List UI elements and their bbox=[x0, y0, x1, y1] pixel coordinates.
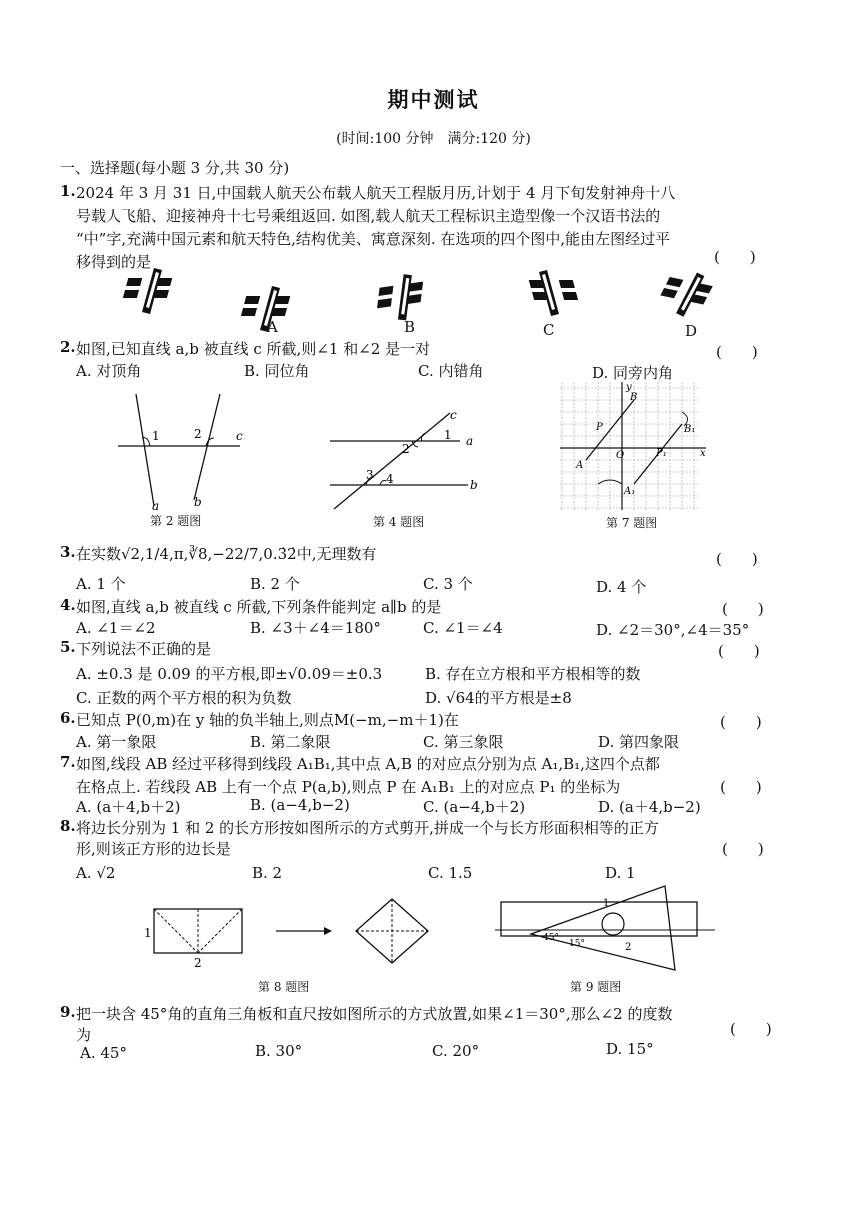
option-b-logo-icon bbox=[373, 272, 428, 324]
q6-option-b[interactable]: B. 第二象限 bbox=[250, 733, 331, 751]
option-a-logo-icon bbox=[241, 286, 290, 332]
q2-answer-bracket[interactable]: ( ) bbox=[716, 343, 758, 361]
q1-option-a[interactable]: A bbox=[267, 318, 278, 336]
q9-number: 9. bbox=[60, 1003, 76, 1021]
q8-option-c[interactable]: C. 1.5 bbox=[428, 864, 473, 882]
q7-line1: 如图,线段 AB 经过平移得到线段 A₁B₁,其中点 A,B 的对应点分别为点 A₁,B₁,这四个点都 bbox=[76, 755, 660, 773]
q6-option-c[interactable]: C. 第三象限 bbox=[423, 733, 504, 751]
figure-q4-caption: 第 4 题图 bbox=[373, 515, 425, 529]
point-p-label: P bbox=[596, 422, 603, 433]
q1-number: 1. bbox=[60, 182, 76, 200]
q8-answer-bracket[interactable]: ( ) bbox=[722, 840, 764, 858]
angle-3-label-q4: 3 bbox=[366, 468, 374, 482]
q7-line2: 在格点上. 若线段 AB 上有一个点 P(a,b),则点 P 在 A₁B₁ 上的对应点 P₁ 的坐标为 bbox=[76, 778, 621, 796]
q5-option-c[interactable]: C. 正数的两个平方根的积为负数 bbox=[76, 689, 292, 707]
q7-option-b[interactable]: B. (a−4,b−2) bbox=[250, 796, 350, 814]
q1-line2: 号载人飞船、迎接神舟十七号乘组返回. 如图,载人航天工程标识主造型像一个汉语书法的 bbox=[76, 207, 661, 225]
q1-line3: “中”字,充满中国元素和航天特色,结构优美、寓意深刻. 在选项的四个图中,能由左图经过平 bbox=[76, 230, 671, 248]
q7-answer-bracket[interactable]: ( ) bbox=[720, 778, 762, 796]
q6-answer-bracket[interactable]: ( ) bbox=[720, 713, 762, 731]
q5-option-d[interactable]: D. √64的平方根是±8 bbox=[425, 689, 572, 707]
q6-number: 6. bbox=[60, 709, 76, 727]
arrow-icon bbox=[324, 927, 332, 935]
q5-number: 5. bbox=[60, 638, 76, 656]
line-c-label-q4: c bbox=[450, 408, 457, 422]
section-heading: 一、选择题(每小题 3 分,共 30 分) bbox=[60, 159, 290, 177]
q9-option-b[interactable]: B. 30° bbox=[255, 1042, 303, 1060]
q2-text: 如图,已知直线 a,b 被直线 c 所截,则∠1 和∠2 是一对 bbox=[76, 340, 431, 358]
q8-line1: 将边长分别为 1 和 2 的长方形按如图所示的方式剪开,拼成一个与长方形面积相等的正方 bbox=[76, 819, 659, 837]
q3-option-b[interactable]: B. 2 个 bbox=[250, 575, 300, 593]
point-p1-label: P₁ bbox=[656, 448, 667, 459]
q9-option-d[interactable]: D. 15° bbox=[606, 1040, 654, 1058]
q8-option-a[interactable]: A. √2 bbox=[76, 864, 116, 882]
angle-1-label-q4: 1 bbox=[444, 428, 452, 442]
angle-1-label: 1 bbox=[152, 429, 160, 443]
q2-option-b[interactable]: B. 同位角 bbox=[244, 362, 310, 380]
q1-line1: 2024 年 3 月 31 日,中国载人航天公布载人航天工程版月历,计划于 4 月下旬发射神舟十八 bbox=[76, 184, 676, 202]
q1-option-d[interactable]: D bbox=[685, 322, 698, 340]
line-b-label-q4: b bbox=[470, 478, 478, 492]
line-a-label-q4: a bbox=[466, 434, 474, 448]
q6-text: 已知点 P(0,m)在 y 轴的负半轴上,则点M(−m,−m＋1)在 bbox=[76, 711, 459, 729]
q8-option-b[interactable]: B. 2 bbox=[252, 864, 283, 882]
figure-q4 bbox=[320, 405, 490, 515]
point-a1-label: A₁ bbox=[624, 486, 636, 497]
q1-option-b[interactable]: B bbox=[404, 318, 416, 336]
line-c-label: c bbox=[236, 429, 243, 443]
q3-option-d[interactable]: D. 4 个 bbox=[596, 578, 647, 596]
line-b-label: b bbox=[194, 495, 202, 509]
angle-1-label-q9: 1 bbox=[603, 898, 610, 909]
q7-option-c[interactable]: C. (a−4,b＋2) bbox=[423, 798, 526, 816]
option-d-logo-icon bbox=[657, 266, 715, 321]
q1-option-c[interactable]: C bbox=[543, 321, 555, 339]
q3-text: 在实数√2,1/4,π,∛8,−22/7,0.3̇2̇中,无理数有 bbox=[76, 545, 377, 563]
figure-q9 bbox=[495, 882, 720, 977]
figure-q8-caption: 第 8 题图 bbox=[258, 980, 310, 994]
q8-option-d[interactable]: D. 1 bbox=[605, 864, 636, 882]
q6-option-d[interactable]: D. 第四象限 bbox=[598, 733, 680, 751]
original-logo-icon bbox=[123, 268, 172, 314]
figure-q2 bbox=[110, 388, 260, 512]
exam-info: (时间:100 分钟 满分:120 分) bbox=[336, 131, 531, 147]
q7-option-a[interactable]: A. (a＋4,b＋2) bbox=[76, 798, 181, 816]
q3-option-a[interactable]: A. 1 个 bbox=[76, 575, 126, 593]
figure-q9-caption: 第 9 题图 bbox=[570, 980, 622, 994]
rect-height-label: 1 bbox=[144, 926, 152, 940]
point-a-label: A bbox=[576, 460, 584, 471]
q9-option-c[interactable]: C. 20° bbox=[432, 1042, 480, 1060]
q5-option-b[interactable]: B. 存在立方根和平方根相等的数 bbox=[425, 665, 641, 683]
point-b1-label: B₁ bbox=[684, 424, 696, 435]
q5-text: 下列说法不正确的是 bbox=[76, 640, 212, 658]
q4-option-a[interactable]: A. ∠1＝∠2 bbox=[76, 619, 156, 637]
rect-width-label: 2 bbox=[194, 956, 202, 970]
figure-q2-caption: 第 2 题图 bbox=[150, 514, 202, 528]
q2-option-a[interactable]: A. 对顶角 bbox=[76, 362, 142, 380]
q3-option-c[interactable]: C. 3 个 bbox=[423, 575, 473, 593]
q9-line2: 为 bbox=[76, 1026, 92, 1044]
q4-option-b[interactable]: B. ∠3＋∠4＝180° bbox=[250, 619, 381, 637]
axis-y-label: y bbox=[626, 382, 632, 393]
q4-option-c[interactable]: C. ∠1＝∠4 bbox=[423, 619, 503, 637]
q4-text: 如图,直线 a,b 被直线 c 所截,下列条件能判定 a∥b 的是 bbox=[76, 598, 442, 616]
angle-4-label-q4: 4 bbox=[386, 472, 394, 486]
option-c-logo-icon bbox=[529, 270, 578, 316]
figure-q7-grid bbox=[560, 382, 710, 514]
q9-line1: 把一块含 45°角的直角三角板和直尺按如图所示的方式放置,如果∠1＝30°,那么∠2 的度数 bbox=[76, 1005, 673, 1023]
q9-answer-bracket[interactable]: ( ) bbox=[730, 1020, 772, 1038]
q5-answer-bracket[interactable]: ( ) bbox=[718, 642, 760, 660]
q2-option-d[interactable]: D. 同旁内角 bbox=[592, 364, 674, 382]
angle-2-label: 2 bbox=[194, 427, 202, 441]
angle-45-label: 45° bbox=[543, 933, 559, 943]
line-a-label: a bbox=[152, 499, 160, 512]
angle-2-label-q9: 2 bbox=[625, 942, 632, 953]
origin-label: O bbox=[616, 450, 625, 461]
q2-option-c[interactable]: C. 内错角 bbox=[418, 362, 484, 380]
q4-option-d[interactable]: D. ∠2＝30°,∠4＝35° bbox=[596, 621, 750, 639]
angle-2-label-q4: 2 bbox=[402, 442, 410, 456]
q6-option-a[interactable]: A. 第一象限 bbox=[76, 733, 157, 751]
q8-line2: 形,则该正方形的边长是 bbox=[76, 840, 231, 858]
q4-answer-bracket[interactable]: ( ) bbox=[722, 600, 764, 618]
q3-answer-bracket[interactable]: ( ) bbox=[716, 550, 758, 568]
q8-number: 8. bbox=[60, 817, 76, 835]
q4-number: 4. bbox=[60, 596, 76, 614]
q7-option-d[interactable]: D. (a＋4,b−2) bbox=[598, 798, 701, 816]
angle-15-label: 15° bbox=[569, 939, 585, 949]
q3-number: 3. bbox=[60, 543, 76, 561]
page-title: 期中测试 bbox=[387, 87, 480, 112]
figure-q8 bbox=[140, 895, 440, 975]
q1-line4: 移得到的是 bbox=[76, 253, 152, 271]
q5-option-a[interactable]: A. ±0.3 是 0.09 的平方根,即±√0.09＝±0.3 bbox=[76, 665, 383, 683]
figure-q7-caption: 第 7 题图 bbox=[606, 516, 658, 530]
q2-number: 2. bbox=[60, 338, 76, 356]
q9-option-a[interactable]: A. 45° bbox=[80, 1044, 127, 1062]
q7-number: 7. bbox=[60, 753, 76, 771]
q1-answer-bracket[interactable]: ( ) bbox=[714, 248, 756, 266]
axis-x-label: x bbox=[700, 448, 706, 459]
point-b-label: B bbox=[630, 392, 638, 403]
